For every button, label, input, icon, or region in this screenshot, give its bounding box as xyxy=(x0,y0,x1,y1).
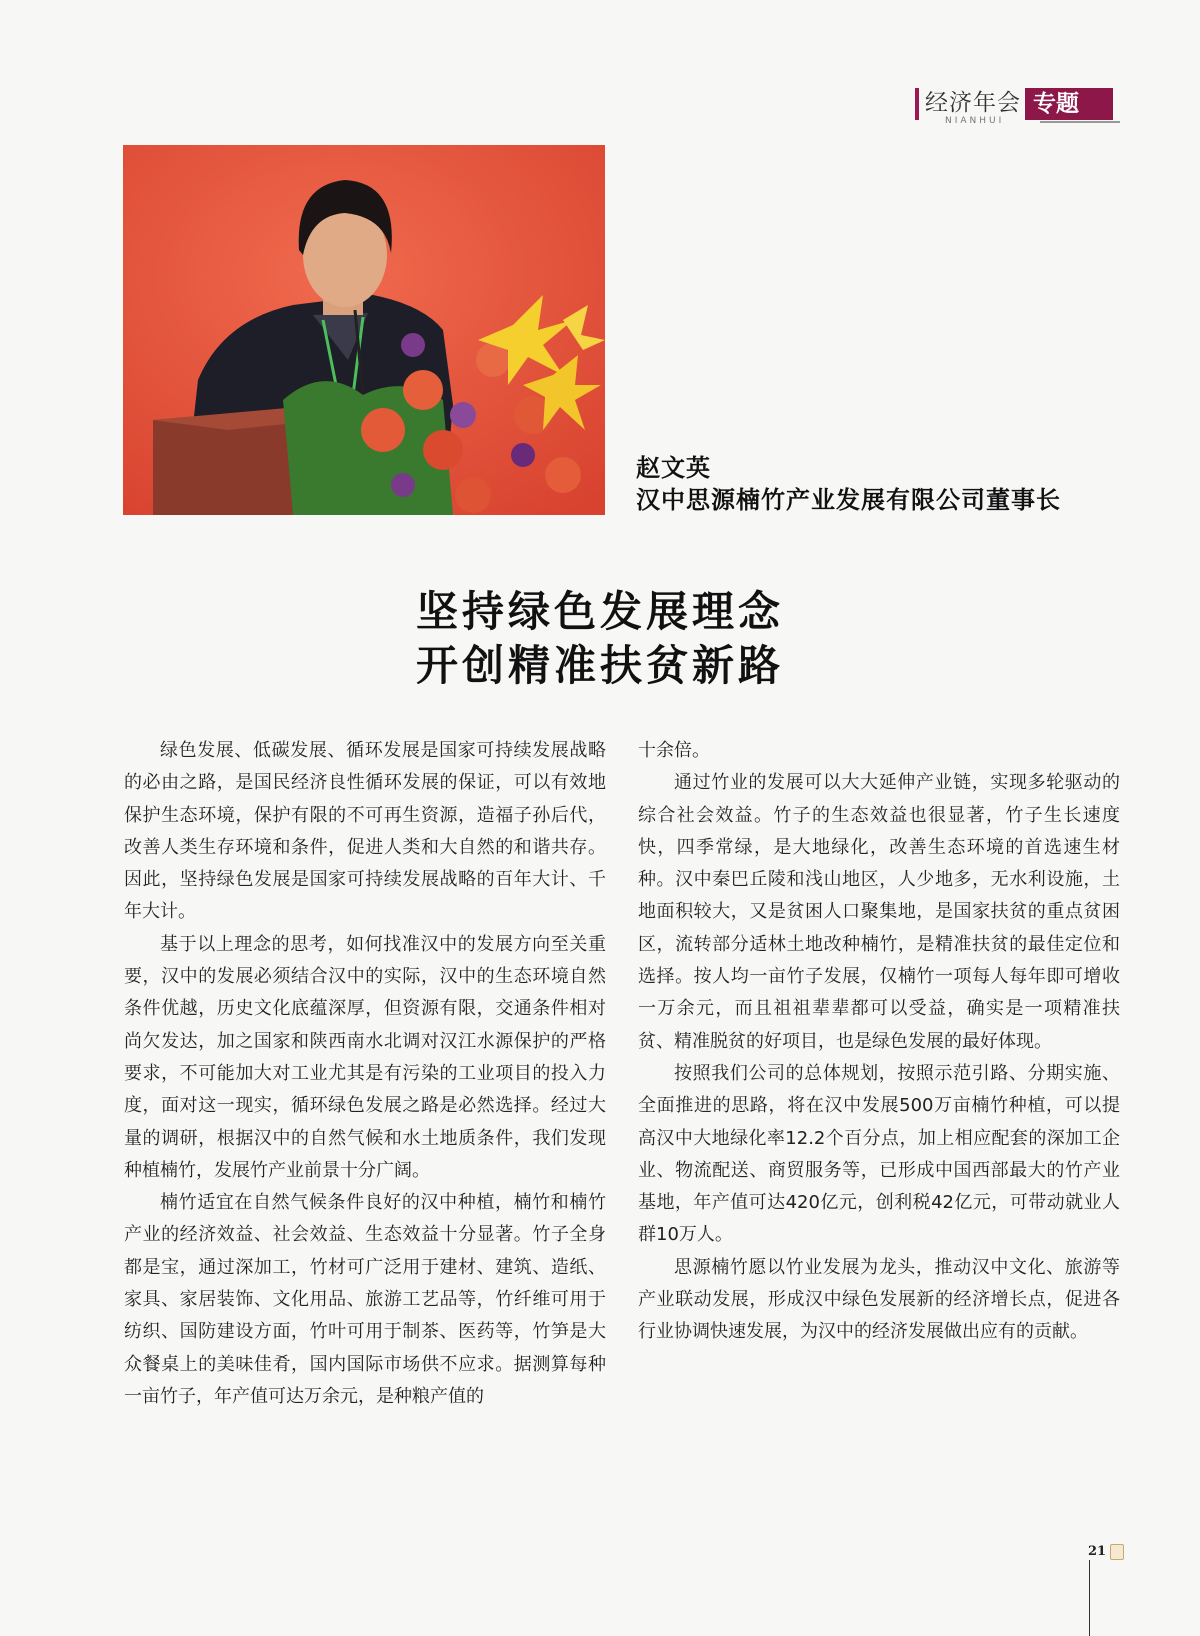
section-underline xyxy=(1040,121,1120,123)
page-mark-icon xyxy=(1110,1544,1124,1560)
article-title xyxy=(0,585,1200,693)
body-column-left xyxy=(124,735,606,1413)
page-rule xyxy=(1089,1560,1090,1636)
section-name: 经济年会 xyxy=(925,90,1021,116)
paragraph: 基于以上理念的思考，如何找准汉中的发展方向至关重要，汉中的发展必须结合汉中的实际，汉中的生态环境自然条件优越，历史文化底蕴深厚，但资源有限，交通条件相对尚欠发达，加之国家和陕西南水北调对汉江水源保护的严格要求，不可能加大对工业尤其是有污染的工业项目的投入力度，面对这一现实，循环绿色发展之路是必然选择。经过大量的调研，根据汉中的自然气候和水土地质条件，我们发现种植楠竹，发展竹产业前景十分广阔。 xyxy=(124,933,606,1181)
paragraph: 通过竹业的发展可以大大延伸产业链，实现多轮驱动的综合社会效益。竹子的生态效益也很显著，竹子生长速度快，四季常绿，是大地绿化，改善生态环境的首选速生材种。汉中秦巴丘陵和浅山地区，人少地多，无水利设施，土地面积较大，又是贫困人口聚集地，是国家扶贫的重点贫困区，流转部分适林土地改种楠竹，是精准扶贫的最佳定位和选择。按人均一亩竹子发展，仅楠竹一项每人每年即可增收一万余元，而且祖祖辈辈都可以受益，确实是一项精准扶贫、精准脱贫的好项目，也是绿色发展的最好体现。 xyxy=(638,772,1120,1052)
speaker-photo xyxy=(123,145,605,515)
photo-caption xyxy=(636,452,1061,516)
paragraph: 思源楠竹愿以竹业发展为龙头，推动汉中文化、旅游等产业联动发展，形成汉中绿色发展新的经济增长点，促进各行业协调快速发展，为汉中的经济发展做出应有的贡献。 xyxy=(638,1256,1120,1343)
page-number: 21 xyxy=(1088,1544,1107,1559)
paragraph-continuation: 十余倍。 xyxy=(638,740,710,761)
paragraph: 绿色发展、低碳发展、循环发展是国家可持续发展战略的必由之路，是国民经济良性循环发展的保证，可以有效地保护生态环境，保护有限的不可再生资源，造福子孙后代，改善人类生存环境和条件，促进人类和大自然的和谐共存。因此，坚持绿色发展是国家可持续发展战略的百年大计、千年大计。 xyxy=(124,740,606,923)
paragraph: 楠竹适宜在自然气候条件良好的汉中种植，楠竹和楠竹产业的经济效益、社会效益、生态效益十分显著。竹子全身都是宝，通过深加工，竹材可广泛用于建材、建筑、造纸、家具、家居装饰、文化用品、旅游工艺品等，竹纤维可用于纺织、国防建设方面，竹叶可用于制茶、医药等，竹笋是大众餐桌上的美味佳肴，国内国际市场供不应求。据测算每种一亩竹子，年产值可达万余元，是种粮产值的 xyxy=(124,1192,606,1407)
body-column-right xyxy=(638,735,1120,1349)
section-subtitle: NIANHUI xyxy=(945,116,1005,126)
speaker-at-podium-photo xyxy=(123,145,605,515)
section-special-label: 专题 xyxy=(1025,88,1113,120)
speaker-role: 汉中思源楠竹产业发展有限公司董事长 xyxy=(636,486,1061,514)
title-line-2: 开创精准扶贫新路 xyxy=(415,641,784,690)
section-bracket xyxy=(915,88,919,120)
speaker-name: 赵文英 xyxy=(636,454,711,482)
paragraph: 按照我们公司的总体规划，按照示范引路、分期实施、全面推进的思路，将在汉中发展500万亩楠竹种植，可以提高汉中大地绿化率12.2个百分点，加上相应配套的深加工企业、物流配送、商贸服务等，已形成中国西部最大的竹产业基地，年产值可达420亿元，创利税42亿元，可带动就业人群10万人。 xyxy=(638,1062,1120,1246)
title-line-1: 坚持绿色发展理念 xyxy=(415,587,784,636)
